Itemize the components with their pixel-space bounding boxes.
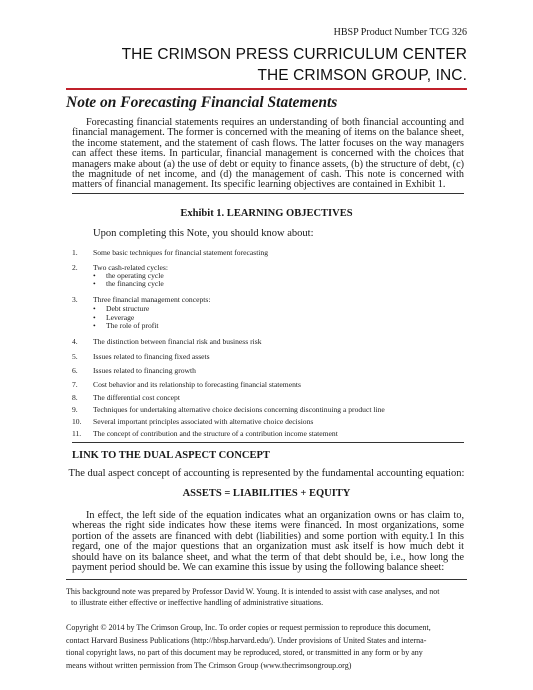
- section-heading: LINK TO THE DUAL ASPECT CONCEPT: [72, 450, 270, 461]
- publisher-line-1: THE CRIMSON PRESS CURRICULUM CENTER: [121, 46, 467, 63]
- objective-text: Some basic techniques for financial statement forecasting: [93, 248, 269, 257]
- objective-number: 4.: [72, 337, 78, 346]
- objective-number: 9.: [72, 405, 78, 414]
- objective-text: The concept of contribution and the structure of a contribution income statement: [93, 429, 338, 438]
- accounting-equation: ASSETS = LIABILITIES + EQUITY: [182, 488, 351, 499]
- bullet-icon: •: [93, 313, 96, 322]
- bullet-icon: •: [93, 321, 96, 330]
- sub-item-text: the financing cycle: [106, 279, 164, 288]
- footnote-rule: [66, 579, 467, 580]
- copyright-block: [66, 622, 466, 672]
- exhibit-title: Exhibit 1. LEARNING OBJECTIVES: [180, 208, 353, 219]
- product-number: HBSP Product Number TCG 326: [333, 27, 467, 38]
- equation-intro: The dual aspect concept of accounting is represented by the fundamental accounting equation:: [68, 468, 465, 479]
- background-note-line-1: This background note was prepared by Professor David W. Young. It is intended to assist with case analyses, and not: [66, 587, 440, 596]
- copyright-line-1: Copyright © 2014 by The Crimson Group, Inc. To order copies or request permission to reproduce this document,: [66, 623, 431, 632]
- objective-number: 3.: [72, 295, 78, 304]
- document-title: Note on Forecasting Financial Statements: [66, 94, 338, 111]
- header-divider: [66, 88, 467, 90]
- objective-number: 5.: [72, 352, 78, 361]
- bullet-icon: •: [93, 304, 96, 313]
- intro-paragraph: Forecasting financial statements requires an understanding of both financial accounting and financial management. The former is concerned with the meaning of items on the balance sheet, the income statement, and the statement of cash flows. The latter focuses on the way managers can affect these items. In particular, financial management is concerned with the choices that managers make about (a) the use of debt or equity to finance assets, (b) the structure of debt, (c) the magnitude of net income, and (d) the management of cash. This note is concerned with matters of financial management. Its specific learning objectives are contained in Exhibit 1.: [72, 117, 464, 191]
- section-paragraph: In effect, the left side of the equation indicates what an organization owns or has claim to, whereas the right side indicates how these items were financed. In most organizations, some portion of the assets are financed with debt (liabilities) and some portion with equity.1 In this regard, one of the major questions that an organization must ask itself is how much debt it should have on its balance sheet, and what the term of that debt should be, i.e., how long the payment period should be. We can examine this issue by using the following balance sheet:: [72, 510, 464, 574]
- objective-text: Two cash-related cycles:: [93, 263, 168, 272]
- objective-text: Several important principles associated with alternative choice decisions: [93, 417, 314, 426]
- objective-text: Techniques for undertaking alternative choice decisions concerning discontinuing a product line: [93, 405, 385, 414]
- publisher-block: [122, 44, 467, 86]
- objective-number: 11.: [72, 429, 82, 438]
- bullet-icon: •: [93, 279, 96, 288]
- objective-number: 1.: [72, 248, 78, 257]
- copyright-line-2: contact Harvard Business Publications (http://hbsp.harvard.edu/). Under provisions of United States and interna-: [66, 635, 427, 645]
- objective-number: 7.: [72, 380, 78, 389]
- objective-text: The distinction between financial risk and business risk: [93, 337, 262, 346]
- objective-text: Issues related to financing fixed assets: [93, 352, 210, 361]
- objective-number: 2.: [72, 263, 78, 272]
- exhibit-top-rule: [72, 193, 464, 194]
- sub-item-text: The role of profit: [106, 321, 159, 330]
- copyright-line-3: tional copyright laws, no part of this document may be reproduced, stored, or transmitted in any form or by any: [66, 648, 423, 658]
- objective-number: 8.: [72, 393, 78, 402]
- publisher-line-2: THE CRIMSON GROUP, INC.: [257, 67, 467, 84]
- objective-text: Issues related to financing growth: [93, 366, 196, 375]
- copyright-line-4: means without written permission from The Crimson Group (www.thecrimsongroup.org): [66, 660, 352, 670]
- objective-number: 10.: [72, 417, 82, 426]
- exhibit-intro: Upon completing this Note, you should know about:: [93, 228, 314, 239]
- objective-text: Three financial management concepts:: [93, 295, 211, 304]
- background-note: [66, 586, 466, 608]
- sub-item-text: the operating cycle: [106, 271, 164, 280]
- objective-text: Cost behavior and its relationship to forecasting financial statements: [93, 380, 301, 389]
- bullet-icon: •: [93, 271, 96, 280]
- sub-item-text: Leverage: [106, 313, 135, 322]
- exhibit-bottom-rule: [72, 442, 464, 443]
- background-note-line-2: to illustrate either effective or ineffective handling of administrative situations.: [71, 598, 324, 607]
- objective-number: 6.: [72, 366, 78, 375]
- sub-item-text: Debt structure: [106, 304, 150, 313]
- objective-text: The differential cost concept: [93, 393, 180, 402]
